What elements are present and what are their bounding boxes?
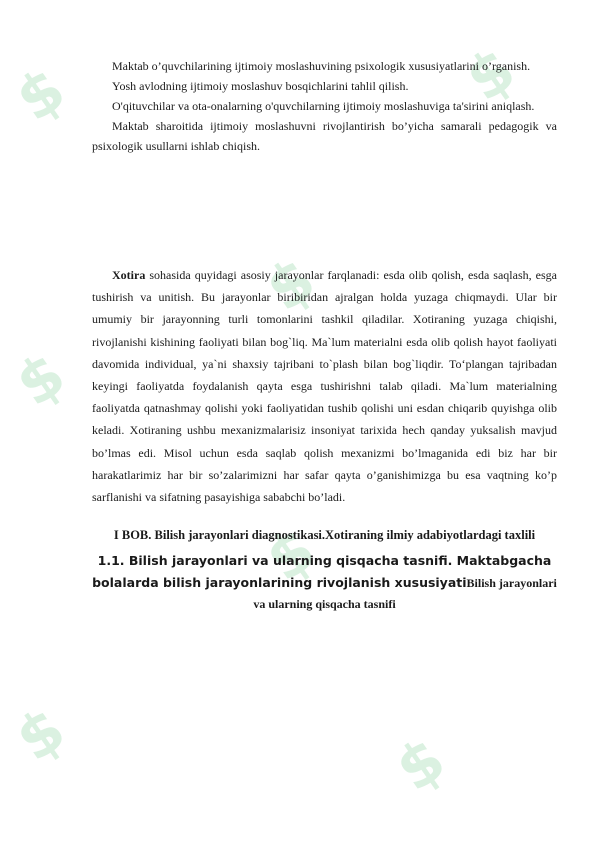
watermark-logo: $ <box>3 694 79 776</box>
spacer <box>92 156 557 264</box>
paragraph: Maktab o’quvchilarining ijtimoiy moslashuvining psixologik xususiyatlarini o’rganish. <box>112 59 531 73</box>
paragraph: O'qituvchilar va ota-onalarning o'quvchilarning ijtimoiy moslashuviga ta'sirini aniqlash. <box>112 99 535 113</box>
document-page <box>92 56 557 615</box>
watermark-logo: $ <box>253 514 329 596</box>
watermark-logo: $ <box>383 724 459 806</box>
paragraph: Maktab sharoitida ijtimoiy moslashuvni rivojlantirish bo’yicha samarali pedagogik va psixologik usullarni ishlab chiqish. <box>92 119 557 153</box>
section-heading-part2: Bilish jarayonlari va ularning qisqacha tasnifi <box>253 576 557 612</box>
main-paragraph <box>92 264 557 508</box>
watermark-logo: $ <box>253 244 329 326</box>
main-lead-term: Xotira <box>112 268 146 282</box>
chapter-heading: I BOB. Bilish jarayonlari diagnostikasi.Xotiraning ilmiy adabiyotlardagi taxlili <box>113 528 536 543</box>
main-paragraph-text: sohasida quyidagi asosiy jarayonlar farqlanadi: esda olib qolish, esda saqlash, esga tushirish va unitish. Bu jarayonlar biribiridan ajralgan holda yuzaga chiqmaydi. Ular bir umumiy bir jarayonning turli tomonlarini tashkil qiladilar. Xotiraning yuzaga chiqishi, rivojlanishi kishining faoliyati bilan bog`liq. Ma`lum materialni esda olib qolish hayot faoliyati davomida individual, ya`ni shaxsiy tajribani to`plash bilan bog`liqdir. To‘plangan tajribadan keyingi faoliyatda foydalanish qayta esga tushirishni talab qiladi. Ma`lum materialning faoliyatda qatnashmay qolishi yoki faoliyatidan tushib qolishi uni esdan chiqarib quyishga olib keladi. Xotiraning ushbu mexanizmalarisiz insoniyat tarixida hech qanday yuksalish mavjud bo’lmas edi. Misol uchun esda saqlab qolish mexanizmi bo’lmaganida edi biz har bir harakatlarimiz har bir so’zalarimizni har safar qayta o’ganishimizga bu esa vaqtning ko’p sarflanishi va sifatning pasayishiga sababchi bo’ladi. <box>92 268 557 505</box>
watermark-logo: $ <box>3 339 79 421</box>
paragraph: Yosh avlodning ijtimoiy moslashuv bosqichlarini tahlil qilish. <box>112 79 409 93</box>
section-heading <box>92 550 557 615</box>
section-heading-part1: 1.1. Bilish jarayonlari va ularning qisqacha tasnifi. Maktabgacha bolalarda bilish jarayonlarining rivojlanish xususiyati <box>92 553 552 591</box>
watermark-logo: $ <box>453 34 529 116</box>
watermark-logo: $ <box>3 54 79 136</box>
